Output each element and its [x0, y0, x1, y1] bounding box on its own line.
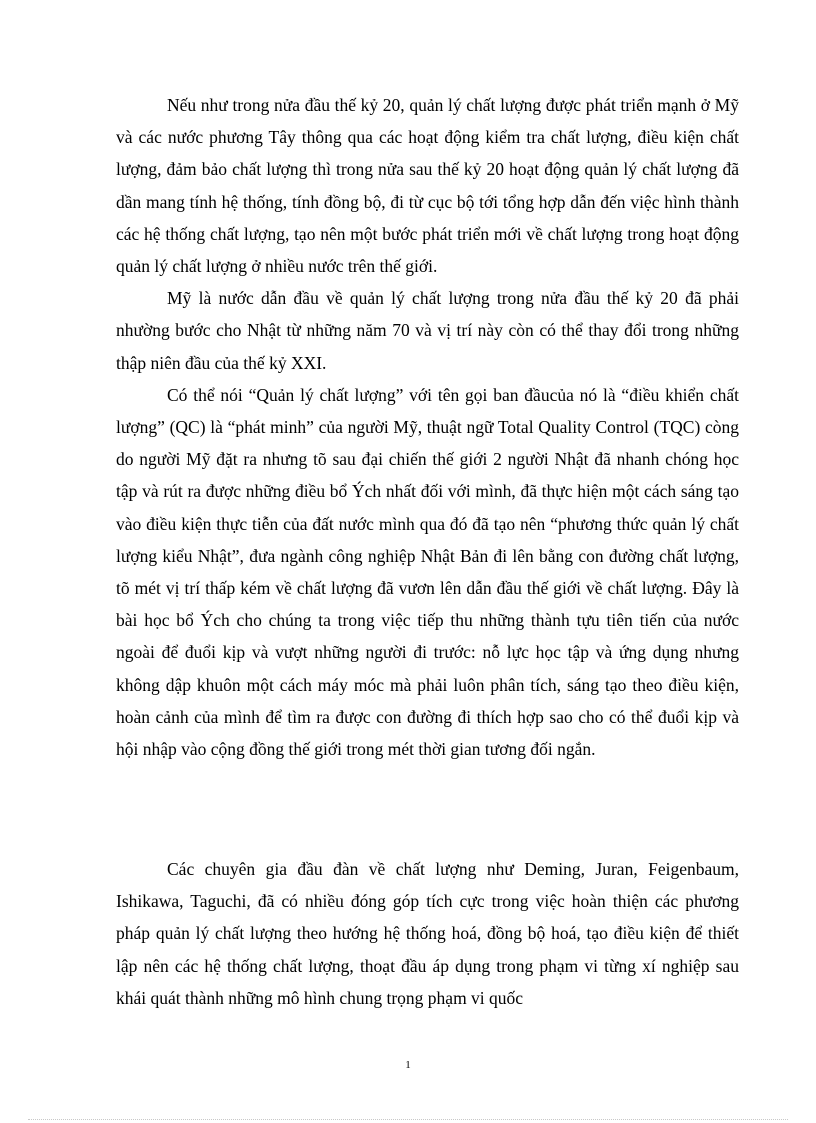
- page-break-divider: [28, 1119, 788, 1120]
- paragraph-3: Có thể nói “Quản lý chất lượng” với tên gọi ban đầucủa nó là “điều khiển chất lượng” (QC) là “phát minh” của người Mỹ, thuật ngữ Total Quality Control (TQC) còng do người Mỹ đặt ra nhưng tõ sau đại chiến thế giới 2 người Nhật đã nhanh chóng học tập và rút ra được những điều bổ Ých nhất đối với mình, đã thực hiện một cách sáng tạo vào điều kiện thực tiễn của đất nước mình qua đó đã tạo nên “phương thức quản lý chất lượng kiểu Nhật”, đưa ngành công nghiệp Nhật Bản đi lên bằng con đường chất lượng, tõ mét vị trí thấp kém về chất lượng đã vươn lên dẫn đầu thế giới về chất lượng. Đây là bài học bổ Ých cho chúng ta trong việc tiếp thu những thành tựu tiên tiến của nước ngoài để đuổi kịp và vượt những người đi trước: nỗ lực học tập và ứng dụng nhưng không dập khuôn một cách máy móc mà phải luôn phân tích, sáng tạo theo điều kiện, hoàn cảnh của mình để tìm ra được con đường đi thích hợp sao cho có thể đuổi kịp và hội nhập vào cộng đồng thế giới trong mét thời gian tương đối ngắn.: [116, 384, 739, 760]
- paragraph-4: Các chuyên gia đầu đàn về chất lượng như Deming, Juran, Feigenbaum, Ishikawa, Taguchi, đã có nhiều đóng góp tích cực trong việc hoàn thiện các phương pháp quản lý chất lượng theo hướng hệ thống hoá, đồng bộ hoá, tạo điều kiện để thiết lập nên các hệ thống chất lượng, thoạt đầu áp dụng trong phạm vi từng xí nghiệp sau khái quát thành những mô hình chung trọng phạm vi quốc: [116, 859, 739, 1008]
- paragraph-1: Nếu như trong nửa đầu thế kỷ 20, quản lý chất lượng được phát triển mạnh ở Mỹ và các nước phương Tây thông qua các hoạt động kiểm tra chất lượng, điều kiện chất lượng, đảm bảo chất lượng thì trong nửa sau thế kỷ 20 hoạt động quản lý chất lượng đã dần mang tính hệ thống, tính đồng bộ, đi từ cục bộ tới tổng hợp dẫn đến việc hình thành các hệ thống chất lượng, tạo nên một bước phát triển mới về chất lượng trong hoạt động quản lý chất lượng ở nhiều nước trên thế giới.: [116, 95, 739, 277]
- body-text-lower: [116, 853, 739, 1014]
- paragraph-2: Mỹ là nước dẫn đầu về quản lý chất lượng trong nửa đầu thế kỷ 20 đã phải nhường bước cho Nhật từ những năm 70 và vị trí này còn có thể thay đổi trong những thập niên đầu của thế kỷ XXI.: [116, 288, 739, 373]
- page-number: 1: [405, 1059, 411, 1071]
- body-text-upper: [116, 89, 739, 765]
